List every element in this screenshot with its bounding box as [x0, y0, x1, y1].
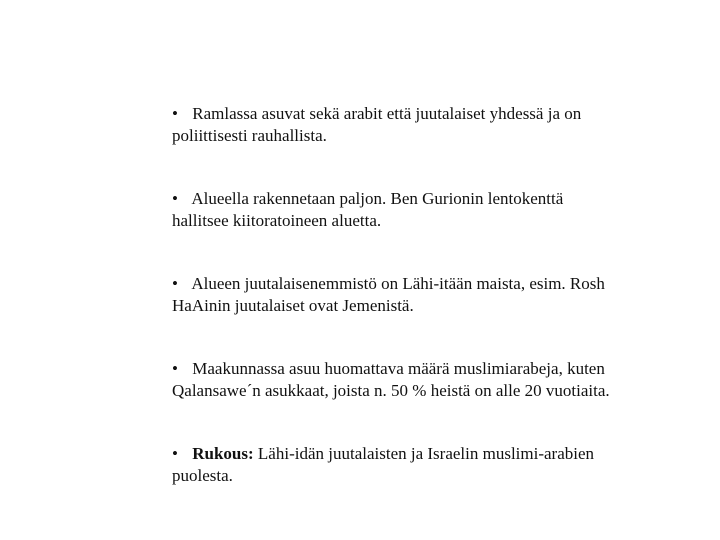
bullet-text: Ramlassa asuvat sekä arabit että juutalaiset yhdessä ja on poliittisesti rauhallista. [172, 104, 582, 145]
bullet-item [172, 443, 612, 486]
bullet-icon: • [172, 359, 178, 378]
bullet-list [172, 103, 612, 486]
bullet-item [172, 273, 612, 316]
bullet-icon: • [172, 444, 178, 463]
bullet-text: Maakunnassa asuu huomattava määrä muslimiarabeja, kuten Qalansawe´n asukkaat, joista n. 50 % heistä on alle 20 vuotiaita. [172, 359, 610, 400]
bullet-icon: • [172, 189, 178, 208]
bullet-text: Lähi-idän juutalaisten ja Israelin muslimi-arabien puolesta. [172, 444, 595, 485]
bullet-text: Alueen juutalaisenemmistö on Lähi-itään maista, esim. Rosh HaAinin juutalaiset ovat Jemenistä. [172, 274, 605, 315]
bullet-item [172, 358, 612, 401]
bullet-icon: • [172, 104, 178, 123]
prayer-lead-label: Rukous: [192, 444, 254, 463]
bullet-icon: • [172, 274, 178, 293]
bullet-item [172, 188, 612, 231]
bullet-item [172, 103, 612, 146]
bullet-text: Alueella rakennetaan paljon. Ben Gurionin lentokenttä hallitsee kiitoratoineen aluetta. [172, 189, 564, 230]
